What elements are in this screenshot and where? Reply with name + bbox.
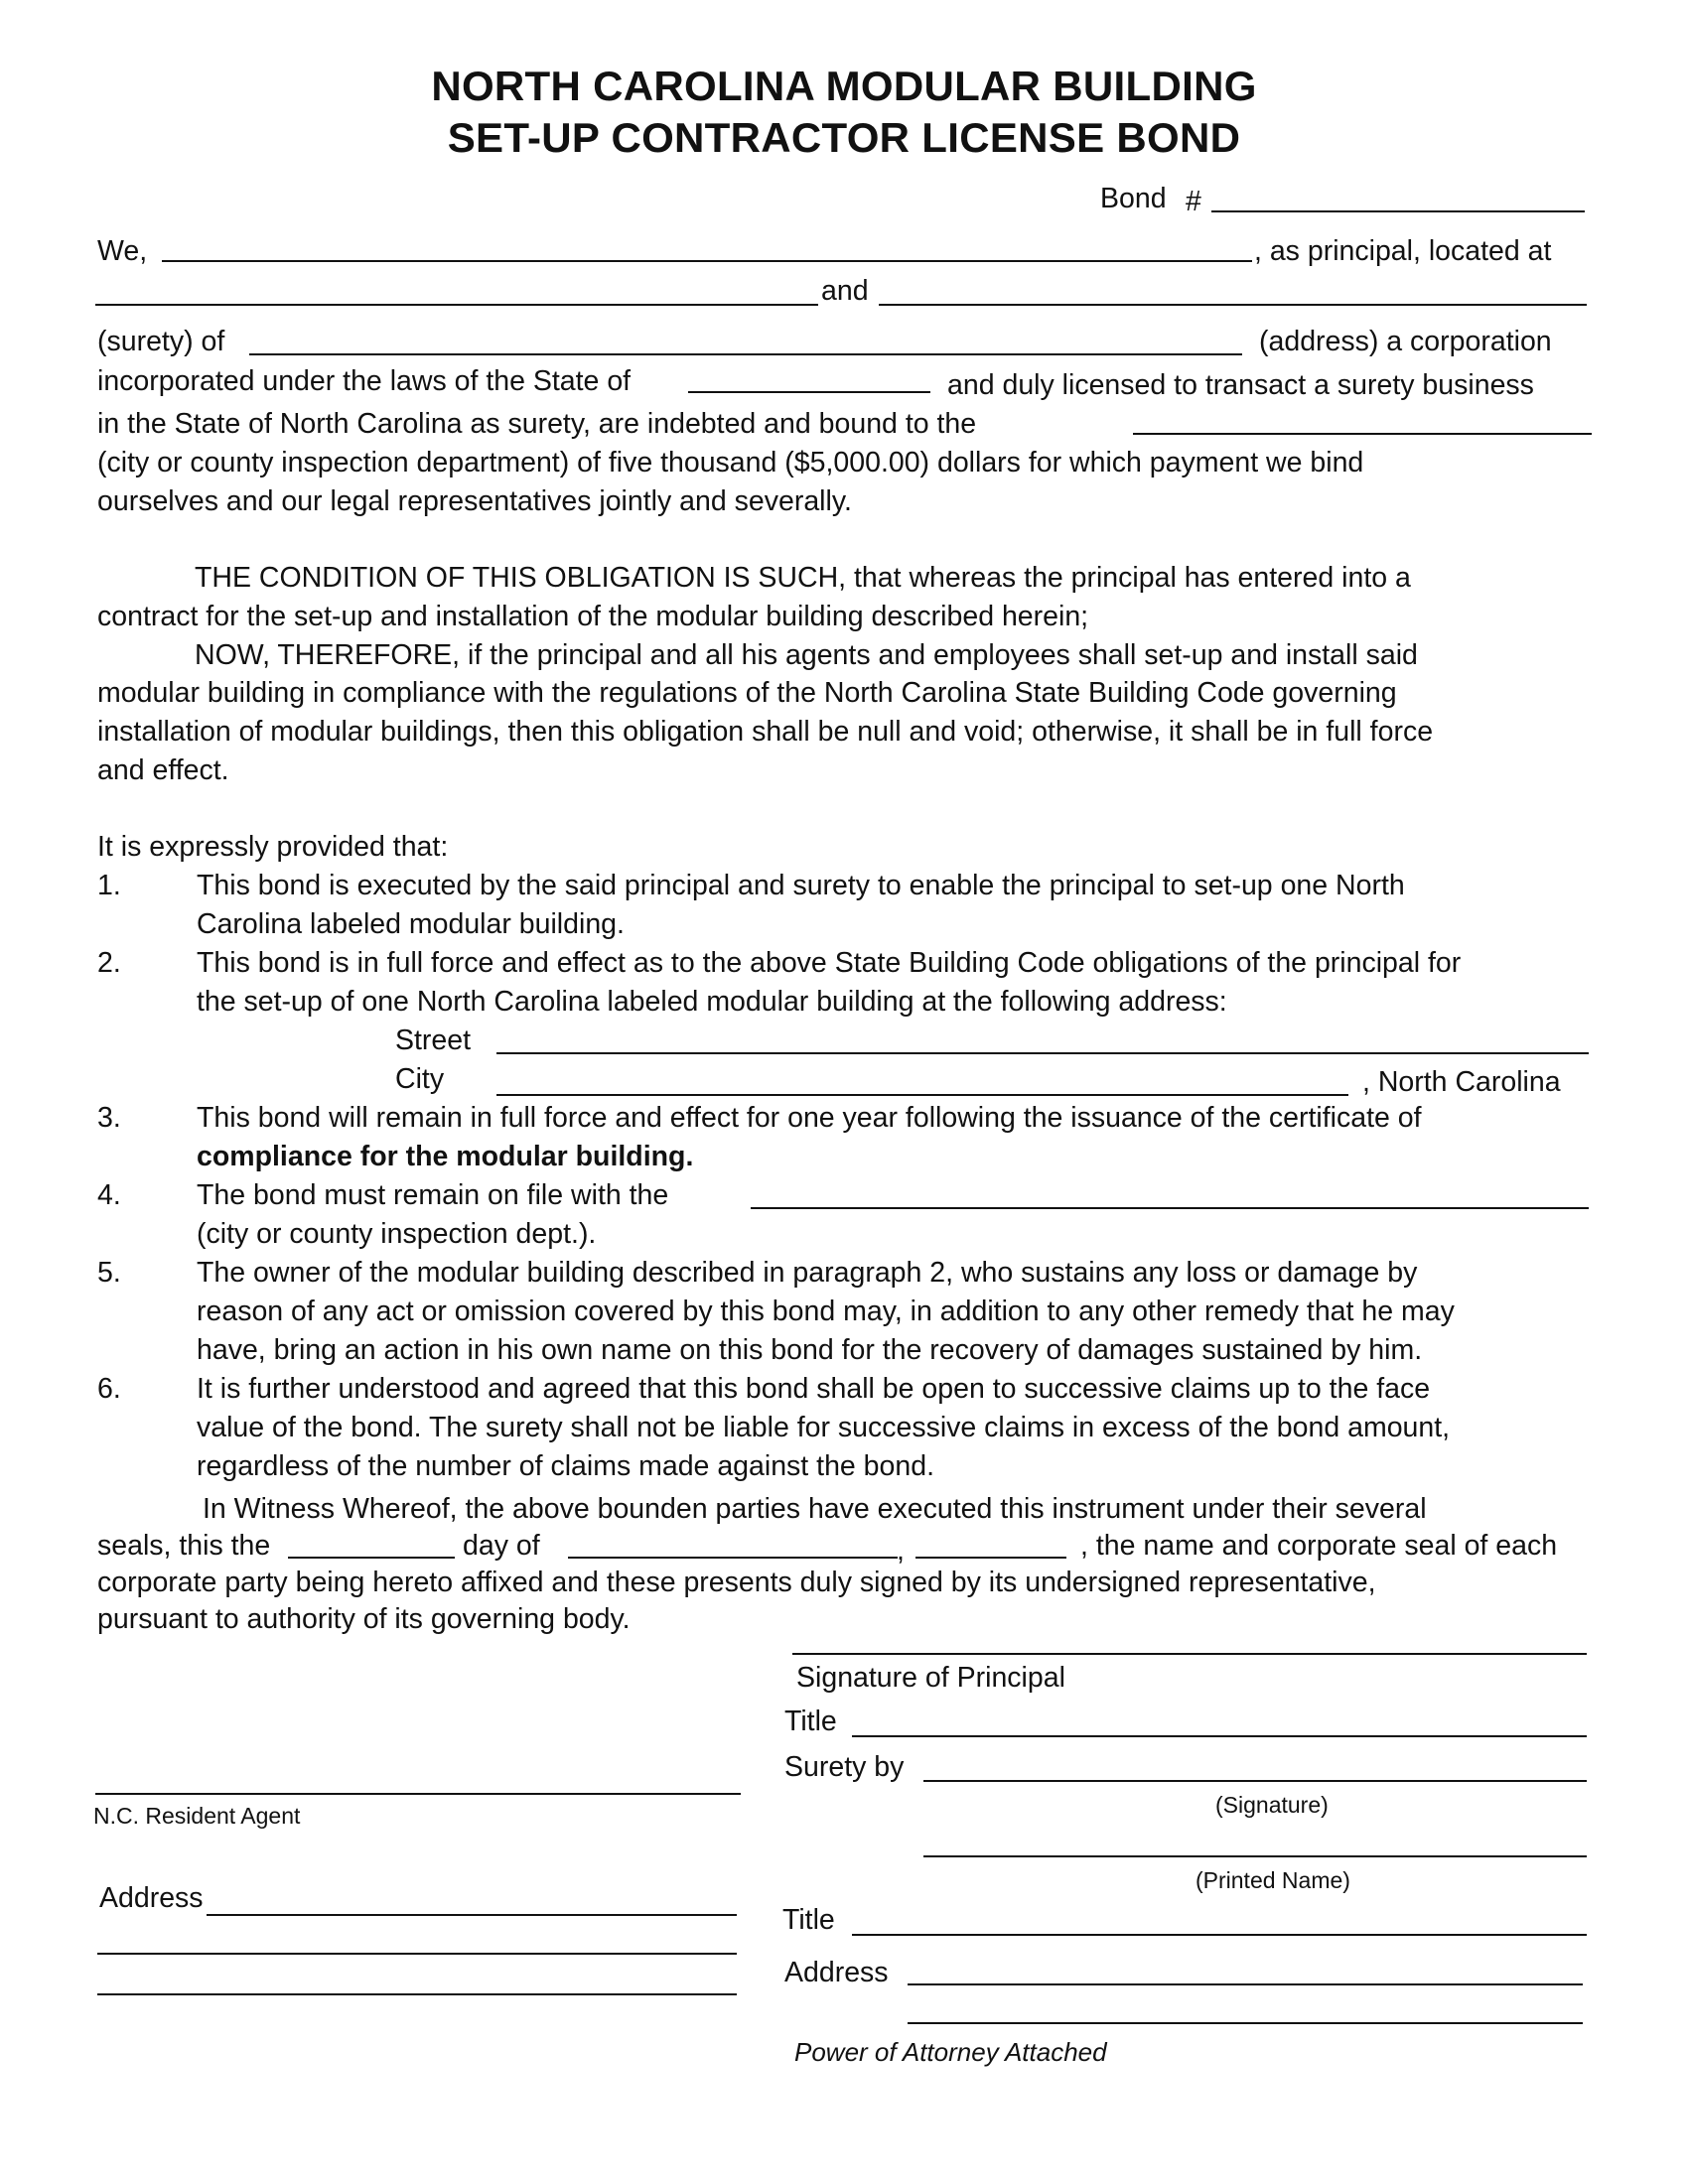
item-number: 6. <box>97 1373 121 1405</box>
day-of-text: day of <box>463 1530 540 1562</box>
and-text: and <box>821 275 869 307</box>
duly-licensed-text: and duly licensed to transact a surety business <box>947 369 1534 401</box>
city-label: City <box>395 1063 445 1095</box>
power-of-attorney-note: Power of Attorney Attached <box>794 2037 1107 2067</box>
witness-line-3: corporate party being hereto affixed and these presents duly signed by its undersigned representative, <box>97 1567 1376 1598</box>
item-6-line-3: regardless of the number of claims made against the bond. <box>197 1450 935 1482</box>
in-state-text: in the State of North Carolina as surety, are indebted and bound to the <box>97 408 977 440</box>
witness-line-4: pursuant to authority of its governing body. <box>97 1603 631 1635</box>
surety-signature-field[interactable] <box>923 1780 1587 1782</box>
provided-text: It is expressly provided that: <box>97 831 449 863</box>
condition-line-1: THE CONDITION OF THIS OBLIGATION IS SUCH, that whereas the principal has entered into a <box>195 562 1411 594</box>
state-field[interactable] <box>688 391 930 393</box>
item-2-line-1: This bond is in full force and effect as to the above State Building Code obligations of the principal for <box>197 947 1462 979</box>
item-1-line-2: Carolina labeled modular building. <box>197 908 625 940</box>
resident-agent-label: N.C. Resident Agent <box>93 1803 301 1829</box>
north-carolina-text: , North Carolina <box>1362 1066 1561 1098</box>
printed-name-caption: (Printed Name) <box>1196 1867 1350 1893</box>
surety-name-field[interactable] <box>879 304 1587 306</box>
bond-hash: # <box>1186 186 1201 217</box>
bond-number-field[interactable] <box>1211 210 1585 212</box>
form-title-line-1: NORTH CAROLINA MODULAR BUILDING <box>431 63 1257 109</box>
surety-address-line-2[interactable] <box>908 2022 1583 2024</box>
title-label-2: Title <box>782 1904 835 1936</box>
item-4-line-2: (city or county inspection dept.). <box>197 1218 597 1250</box>
street-label: Street <box>395 1024 472 1056</box>
as-principal-text: , as principal, located at <box>1254 235 1552 267</box>
signature-caption: (Signature) <box>1215 1792 1329 1818</box>
item-number: 2. <box>97 947 121 979</box>
witness-line-1: In Witness Whereof, the above bounden parties have executed this instrument under their several <box>203 1493 1427 1525</box>
ourselves-text: ourselves and our legal representatives jointly and severally. <box>97 485 852 517</box>
inspection-department-field[interactable] <box>1133 433 1592 435</box>
item-number: 4. <box>97 1179 121 1211</box>
year-field[interactable] <box>915 1557 1066 1559</box>
surety-of-label: (surety) of <box>97 326 225 357</box>
address-label-right: Address <box>784 1957 889 1988</box>
item-5-line-3: have, bring an action in his own name on this bond for the recovery of damages sustained by him. <box>197 1334 1423 1366</box>
agent-address-line-3[interactable] <box>97 1993 737 1995</box>
agent-address-line-1[interactable] <box>207 1914 737 1916</box>
form-title-line-2: SET-UP CONTRACTOR LICENSE BOND <box>447 114 1241 161</box>
file-department-field[interactable] <box>751 1207 1589 1209</box>
item-3-line-1: This bond will remain in full force and effect for one year following the issuance of the certificate of <box>197 1102 1422 1134</box>
now-therefore-line-3: installation of modular buildings, then this obligation shall be null and void; otherwise, it shall be in full force <box>97 716 1434 748</box>
principal-title-field[interactable] <box>852 1735 1587 1737</box>
item-number: 5. <box>97 1257 121 1289</box>
surety-printed-name-field[interactable] <box>923 1855 1587 1857</box>
surety-address-field[interactable] <box>249 353 1242 355</box>
resident-agent-signature-field[interactable] <box>95 1793 741 1795</box>
title-label-1: Title <box>784 1706 837 1737</box>
item-5-line-2: reason of any act or omission covered by this bond may, in addition to any other remedy that he may <box>197 1296 1455 1327</box>
surety-title-field[interactable] <box>852 1934 1587 1936</box>
surety-by-label: Surety by <box>784 1751 905 1783</box>
address-corporation-text: (address) a corporation <box>1259 326 1552 357</box>
incorporated-text: incorporated under the laws of the State of <box>97 365 632 397</box>
city-county-text: (city or county inspection department) of five thousand ($5,000.00) dollars for which payment we bind <box>97 447 1364 478</box>
now-therefore-line-1: NOW, THEREFORE, if the principal and all his agents and employees shall set-up and install said <box>195 639 1418 671</box>
witness-seals-text: seals, this the <box>97 1530 271 1562</box>
signature-of-principal-label: Signature of Principal <box>796 1662 1065 1694</box>
street-field[interactable] <box>496 1052 1589 1054</box>
item-4-line-1: The bond must remain on file with the <box>197 1179 669 1211</box>
item-1-line-1: This bond is executed by the said principal and surety to enable the principal to set-up one North <box>197 870 1405 901</box>
day-field[interactable] <box>288 1557 455 1559</box>
month-field[interactable] <box>568 1557 898 1559</box>
item-2-line-2: the set-up of one North Carolina labeled modular building at the following address: <box>197 986 1227 1018</box>
principal-signature-field[interactable] <box>792 1653 1587 1655</box>
agent-address-line-2[interactable] <box>97 1953 737 1955</box>
bond-number-label: Bond <box>1100 183 1167 214</box>
item-3-line-2: compliance for the modular building. <box>197 1141 694 1172</box>
condition-line-2: contract for the set-up and installation of the modular building described herein; <box>97 601 1089 632</box>
item-number: 3. <box>97 1102 121 1134</box>
item-number: 1. <box>97 870 121 901</box>
now-therefore-line-4: and effect. <box>97 754 229 786</box>
we-label: We, <box>97 235 148 267</box>
surety-address-line-1[interactable] <box>908 1983 1583 1985</box>
address-label-left: Address <box>99 1882 204 1914</box>
witness-name-seal-text: , the name and corporate seal of each <box>1080 1530 1558 1562</box>
principal-address-field[interactable] <box>95 304 818 306</box>
item-5-line-1: The owner of the modular building described in paragraph 2, who sustains any loss or damage by <box>197 1257 1418 1289</box>
city-field[interactable] <box>496 1094 1348 1096</box>
item-6-line-1: It is further understood and agreed that this bond shall be open to successive claims up to the face <box>197 1373 1431 1405</box>
witness-comma: , <box>897 1535 905 1567</box>
principal-name-field[interactable] <box>162 260 1252 262</box>
now-therefore-line-2: modular building in compliance with the regulations of the North Carolina State Building Code governing <box>97 677 1397 709</box>
item-6-line-2: value of the bond. The surety shall not be liable for successive claims in excess of the bond amount, <box>197 1412 1451 1443</box>
